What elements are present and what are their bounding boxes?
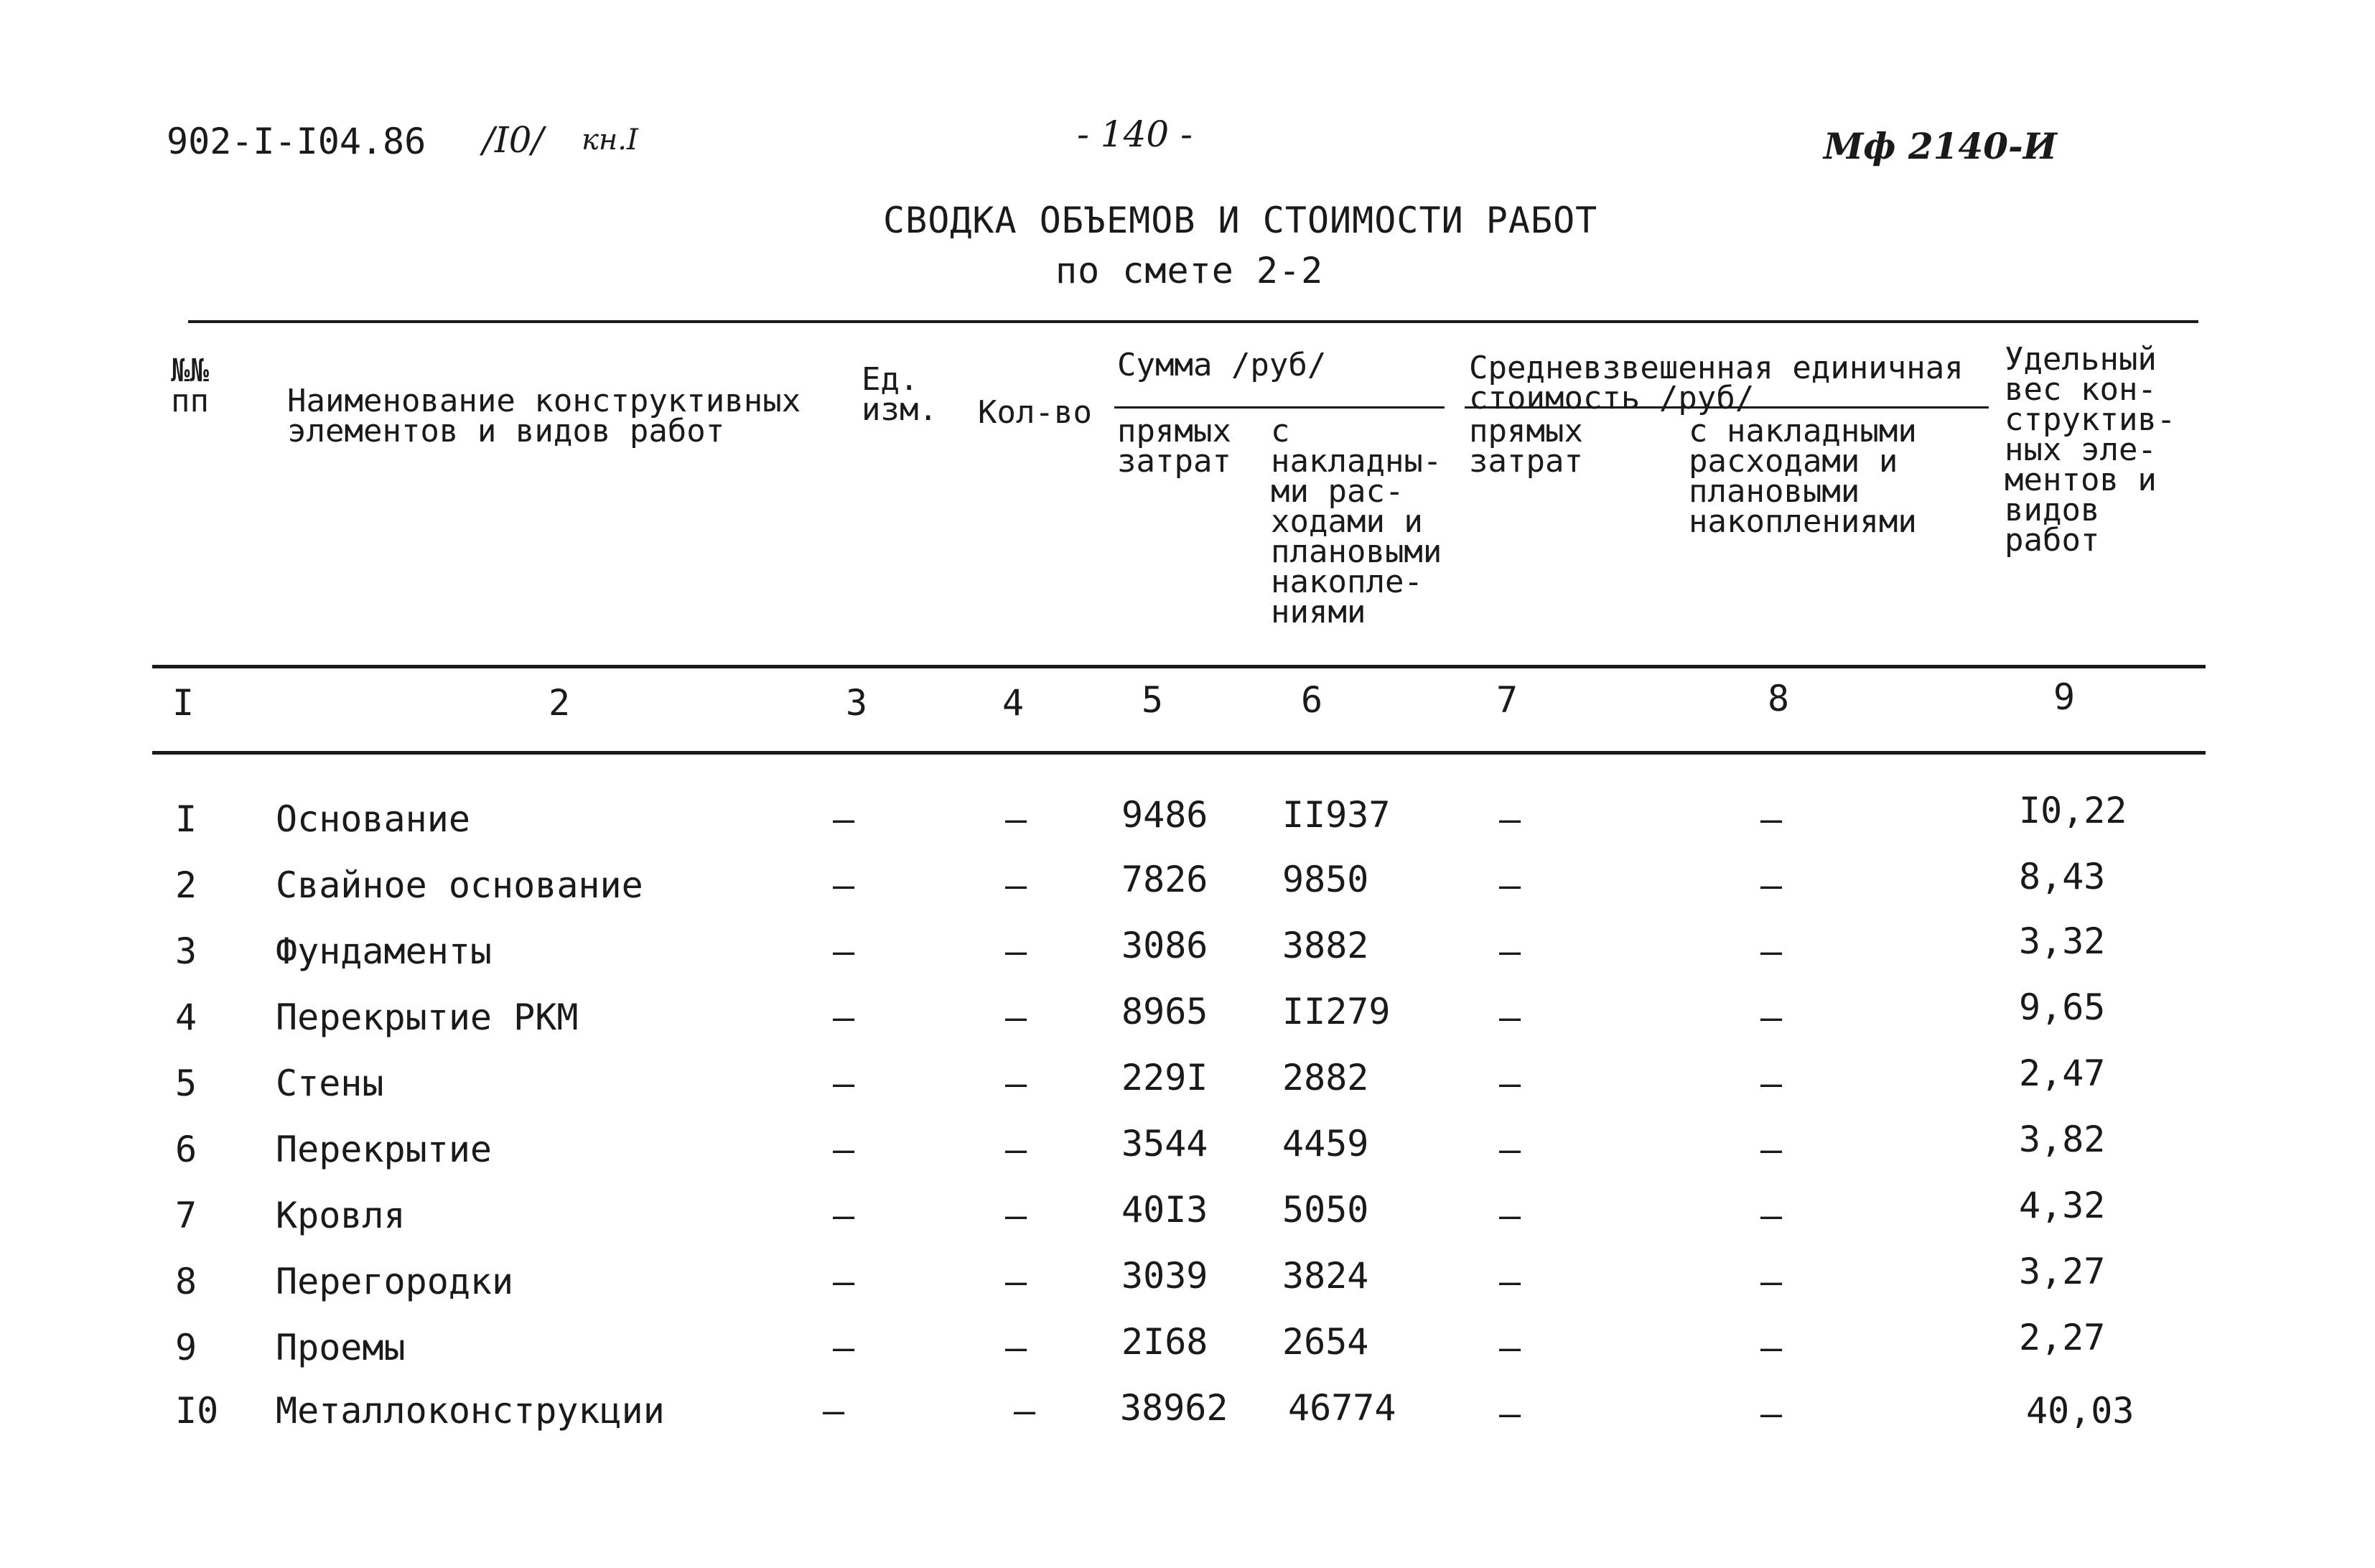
row-overhead: 46774	[1288, 1387, 1396, 1429]
row-name: Металлоконструкции	[276, 1390, 665, 1432]
row-unit: –	[833, 930, 855, 972]
row-direct: 3544	[1121, 1123, 1208, 1165]
row-avg-overhead: –	[1760, 1261, 1783, 1302]
row-quantity: –	[1005, 1261, 1027, 1302]
row-direct: 229I	[1121, 1057, 1208, 1098]
column-header-number: №№ пп	[171, 353, 209, 419]
row-avg-direct: –	[1499, 930, 1521, 972]
book-number: кн.I	[582, 123, 638, 157]
column-header-quantity: Кол-во	[978, 394, 1092, 431]
row-number: 5	[175, 1063, 197, 1104]
row-avg-direct: –	[1499, 997, 1521, 1038]
row-avg-overhead: –	[1760, 1063, 1783, 1104]
row-avg-overhead: –	[1760, 1129, 1783, 1170]
document-code: 902-I-I04.86	[167, 121, 426, 162]
row-number: 3	[175, 930, 197, 972]
row-direct: 3086	[1121, 925, 1208, 966]
column-header-direct: прямых затрат	[1117, 413, 1231, 480]
column-number-4: 4	[1002, 682, 1025, 724]
row-share: 4,32	[2019, 1185, 2106, 1226]
row-unit: –	[833, 864, 855, 906]
row-unit: –	[823, 1390, 845, 1432]
row-direct: 40I3	[1121, 1189, 1208, 1231]
row-number: I	[175, 798, 197, 840]
row-avg-direct: –	[1499, 1195, 1521, 1236]
sum-group-rule	[1114, 406, 1445, 409]
row-number: 4	[175, 997, 197, 1038]
row-quantity: –	[1005, 1195, 1027, 1236]
row-overhead: 9850	[1282, 859, 1369, 900]
row-name: Фундаменты	[276, 930, 493, 972]
row-direct: 2I68	[1121, 1321, 1208, 1363]
row-avg-overhead: –	[1760, 1327, 1783, 1368]
row-name: Кровля	[276, 1195, 406, 1236]
row-overhead: II279	[1282, 991, 1391, 1032]
column-number-1: I	[172, 682, 195, 724]
page-title: СВОДКА ОБЪЕМОВ И СТОИМОСТИ РАБОТ	[883, 200, 1598, 241]
row-avg-overhead: –	[1760, 798, 1783, 840]
table-top-rule	[188, 320, 2198, 323]
column-number-2: 2	[549, 682, 571, 724]
row-unit: –	[833, 1327, 855, 1368]
row-name: Проемы	[276, 1327, 406, 1368]
row-name: Перекрытие РКМ	[276, 997, 579, 1038]
row-avg-overhead: –	[1760, 1195, 1783, 1236]
row-share: 3,27	[2019, 1251, 2106, 1292]
column-group-sum: Сумма /руб/	[1117, 347, 1327, 383]
row-quantity: –	[1005, 997, 1027, 1038]
column-header-share: Удельный вес кон-структив-ных эле-ментов и видов работ	[2005, 341, 2176, 559]
row-overhead: 5050	[1282, 1189, 1369, 1231]
row-number: 6	[175, 1129, 197, 1170]
row-unit: –	[833, 1129, 855, 1170]
column-number-9: 9	[2053, 676, 2076, 718]
row-unit: –	[833, 997, 855, 1038]
row-number: 7	[175, 1195, 197, 1236]
row-overhead: II937	[1282, 794, 1391, 836]
row-name: Основание	[276, 798, 470, 840]
row-quantity: –	[1005, 798, 1027, 840]
row-unit: –	[833, 798, 855, 840]
page-number: - 140 -	[1077, 113, 1193, 155]
row-avg-direct: –	[1499, 864, 1521, 906]
column-header-avg-overhead: с накладными расходами и плановыми накоплениями	[1689, 413, 1917, 540]
row-unit: –	[833, 1195, 855, 1236]
page-subtitle: по смете 2-2	[1055, 250, 1324, 291]
row-share: 3,32	[2019, 920, 2106, 962]
column-number-8: 8	[1768, 678, 1790, 719]
row-overhead: 3824	[1282, 1255, 1369, 1297]
row-avg-overhead: –	[1760, 1393, 1783, 1434]
row-unit: –	[833, 1261, 855, 1302]
row-quantity: –	[1005, 1063, 1027, 1104]
row-avg-overhead: –	[1760, 864, 1783, 906]
row-quantity: –	[1005, 864, 1027, 906]
row-name: Свайное основание	[276, 864, 643, 906]
row-avg-direct: –	[1499, 1393, 1521, 1434]
column-header-unit: Ед. изм.	[862, 361, 938, 428]
row-quantity: –	[1005, 1129, 1027, 1170]
row-overhead: 3882	[1282, 925, 1369, 966]
row-quantity: –	[1005, 930, 1027, 972]
row-share: 8,43	[2019, 856, 2106, 897]
row-direct: 38962	[1120, 1387, 1228, 1429]
row-direct: 3039	[1121, 1255, 1208, 1297]
row-share: 40,03	[2026, 1390, 2134, 1432]
column-number-7: 7	[1496, 679, 1518, 721]
column-number-3: 3	[846, 682, 868, 724]
row-avg-overhead: –	[1760, 930, 1783, 972]
row-share: 9,65	[2019, 986, 2106, 1028]
header-bottom-rule	[152, 665, 2206, 668]
row-avg-direct: –	[1499, 798, 1521, 840]
row-avg-direct: –	[1499, 1261, 1521, 1302]
row-direct: 8965	[1121, 991, 1208, 1032]
row-quantity: –	[1005, 1327, 1027, 1368]
column-number-6: 6	[1301, 679, 1323, 721]
row-name: Перекрытие	[276, 1129, 493, 1170]
column-header-avg-direct: прямых затрат	[1469, 413, 1583, 480]
row-share: 2,47	[2019, 1053, 2106, 1094]
row-share: 3,82	[2019, 1119, 2106, 1160]
row-name: Стены	[276, 1063, 384, 1104]
row-name: Перегородки	[276, 1261, 514, 1302]
row-unit: –	[833, 1063, 855, 1104]
row-number: I0	[175, 1390, 219, 1432]
row-overhead: 4459	[1282, 1123, 1369, 1165]
column-numbers-rule	[152, 751, 2206, 755]
row-number: 9	[175, 1327, 197, 1368]
row-overhead: 2882	[1282, 1057, 1369, 1098]
row-share: I0,22	[2019, 790, 2127, 831]
column-header-overhead: с накладны-ми рас-ходами и плановыми накопле-ниями	[1271, 413, 1442, 630]
column-header-name: Наименование конструктивных элементов и видов работ	[287, 383, 801, 449]
album-number: /I0/	[482, 119, 544, 161]
row-number: 2	[175, 864, 197, 906]
column-number-5: 5	[1142, 679, 1164, 721]
row-avg-direct: –	[1499, 1327, 1521, 1368]
row-quantity: –	[1014, 1390, 1036, 1432]
row-overhead: 2654	[1282, 1321, 1369, 1363]
row-avg-direct: –	[1499, 1129, 1521, 1170]
row-direct: 7826	[1121, 859, 1208, 900]
column-group-average: Средневзвешенная единичная стоимость /руб/	[1469, 350, 1964, 416]
row-avg-overhead: –	[1760, 997, 1783, 1038]
row-avg-direct: –	[1499, 1063, 1521, 1104]
row-number: 8	[175, 1261, 197, 1302]
row-direct: 9486	[1121, 794, 1208, 836]
document-stamp: Мф 2140-И	[1824, 125, 2057, 167]
row-share: 2,27	[2019, 1317, 2106, 1358]
